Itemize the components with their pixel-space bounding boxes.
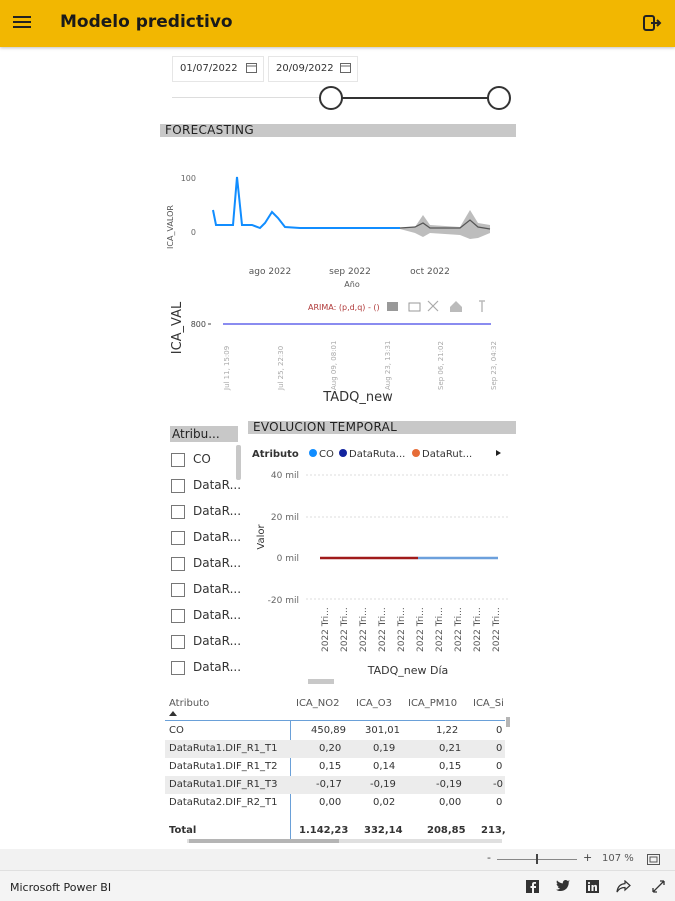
evo-x-tick: 2022 Tri...: [454, 607, 464, 652]
arima-x-tick: Aug 09, 08:01: [330, 340, 338, 390]
table-row[interactable]: DataRuta1.DIF_R1_T2 0,15 0,14 0,15 0: [169, 761, 503, 772]
header-divider: [165, 720, 505, 721]
evolucion-section-header: EVOLUCION TEMPORAL: [248, 421, 516, 434]
footer: [0, 870, 675, 901]
evo-legend-item: DataRut...: [422, 449, 473, 460]
evo-x-tick: 2022 Tri...: [492, 607, 502, 652]
table-row[interactable]: DataRuta1.DIF_R1_T3 -0,17 -0,19 -0,19 -0: [165, 776, 505, 794]
date-slider-end-handle[interactable]: [487, 86, 511, 110]
autoscale-icon[interactable]: [428, 301, 438, 311]
forecast-series-line: [213, 177, 400, 228]
checkbox[interactable]: [171, 505, 185, 519]
table-row[interactable]: DataRuta1.DIF_R1_T1 0,20 0,19 0,21 0: [165, 740, 505, 758]
legend-marker: [339, 449, 347, 457]
attribute-slicer-header: Atribu...: [170, 426, 238, 442]
evo-x-axis-title: TADQ_new Día: [367, 664, 449, 677]
evo-y-tick: 0 mil: [276, 554, 299, 564]
facebook-icon[interactable]: [526, 880, 539, 893]
checkbox[interactable]: [171, 609, 185, 623]
table-scroll-thumb[interactable]: [189, 839, 339, 843]
evo-x-tick: 2022 Tri...: [435, 607, 445, 652]
checkbox[interactable]: [171, 479, 185, 493]
exit-icon[interactable]: [642, 13, 662, 33]
start-date-input[interactable]: 01/07/2022: [172, 56, 264, 82]
forecast-y-tick: 100: [180, 174, 196, 183]
app-header: [0, 0, 675, 47]
evo-x-tick: 2022 Tri...: [473, 607, 483, 652]
evo-x-tick: 2022 Tri...: [397, 607, 407, 652]
forecast-x-tick: oct 2022: [410, 267, 450, 277]
legend-marker: [309, 449, 317, 457]
sort-ascending-icon[interactable]: [169, 711, 177, 717]
fullscreen-icon[interactable]: [652, 880, 665, 893]
evolucion-chart[interactable]: [248, 442, 513, 687]
arima-x-tick: Jul 25, 22:30: [277, 345, 285, 390]
zoom-level: 107 %: [602, 853, 634, 864]
table-row[interactable]: DataRuta2.DIF_R2_T1 0,00 0,02 0,00 0: [169, 797, 503, 808]
zoom-slider-handle[interactable]: [536, 854, 538, 864]
share-icon[interactable]: [616, 880, 631, 893]
column-header[interactable]: ICA_NO2: [296, 698, 340, 709]
forecast-x-tick: ago 2022: [248, 267, 292, 277]
zoom-in-button[interactable]: +: [583, 851, 593, 864]
evo-x-tick: 2022 Tri...: [416, 607, 426, 652]
end-date-input[interactable]: 20/09/2022: [268, 56, 358, 82]
arima-x-tick: Sep 23, 04:32: [490, 341, 498, 390]
evo-legend-title: Atributo: [252, 449, 299, 460]
evo-legend-item: DataRuta...: [349, 449, 406, 460]
forecast-x-axis-title: Año: [344, 280, 360, 289]
checkbox[interactable]: [171, 583, 185, 597]
checkbox[interactable]: [171, 635, 185, 649]
arima-legend-label: ARIMA: (p,d,q) - (): [308, 303, 380, 312]
forecast-confidence-band: [400, 210, 490, 239]
forecasting-section-header: FORECASTING: [160, 124, 516, 137]
column-header[interactable]: ICA_O3: [356, 698, 393, 709]
hamburger-menu-icon[interactable]: [13, 14, 31, 32]
evo-x-tick: 2022 Tri...: [359, 607, 369, 652]
camera-icon[interactable]: [387, 302, 398, 311]
evo-x-tick: 2022 Tri...: [321, 607, 331, 652]
evo-y-tick: 20 mil: [270, 513, 299, 523]
evo-y-axis-title: Valor: [256, 524, 267, 550]
evo-y-tick: -20 mil: [267, 596, 299, 606]
zoom-box-icon[interactable]: [409, 303, 420, 311]
evo-x-tick: 2022 Tri...: [340, 607, 350, 652]
evo-y-tick: 40 mil: [270, 471, 299, 481]
arima-y-tick: 800: [190, 320, 206, 329]
legend-next-arrow-icon[interactable]: [496, 450, 501, 456]
evo-legend-item: CO: [319, 449, 334, 460]
table-horizontal-scrollbar[interactable]: [187, 839, 502, 843]
column-header[interactable]: ICA_PM10: [408, 698, 458, 709]
date-slider-start-handle[interactable]: [319, 86, 343, 110]
table-vertical-scrollbar[interactable]: [506, 717, 510, 727]
forecasting-chart[interactable]: [160, 165, 500, 295]
calendar-icon[interactable]: [340, 62, 351, 73]
table-row[interactable]: CO 450,89 301,01 1,22 0: [169, 725, 503, 736]
evo-horizontal-scrollbar[interactable]: [308, 679, 334, 684]
fit-to-page-icon[interactable]: [647, 854, 660, 865]
twitter-icon[interactable]: [556, 880, 570, 892]
table-header-row: [165, 695, 505, 713]
zoom-out-button[interactable]: -: [487, 851, 491, 864]
date-slider-range: [330, 97, 498, 99]
legend-marker: [412, 449, 420, 457]
checkbox[interactable]: [171, 531, 185, 545]
column-header[interactable]: ICA_Si: [473, 698, 504, 709]
arima-x-tick: Sep 06, 21:02: [437, 341, 445, 390]
table-total-row: Total 1.142,23 332,14 208,85 213,: [169, 825, 506, 836]
checkbox[interactable]: [171, 661, 185, 675]
data-table: [165, 693, 510, 843]
arima-x-axis-title: TADQ_new: [323, 390, 393, 405]
page-title: Modelo predictivo: [60, 12, 233, 32]
forecast-y-tick: 0: [190, 228, 196, 237]
forecast-x-tick: sep 2022: [329, 267, 371, 277]
arima-chart[interactable]: [163, 295, 498, 410]
spike-lines-icon[interactable]: [479, 301, 485, 312]
arima-y-axis-title: ICA_VAL: [170, 301, 185, 355]
brand-label: Microsoft Power BI: [10, 881, 112, 894]
forecast-y-axis-title: ICA_VALOR: [166, 205, 175, 249]
arima-x-tick: Aug 23, 13:31: [384, 340, 392, 390]
checkbox[interactable]: [171, 453, 185, 467]
arima-x-tick: Jul 11, 15:09: [223, 345, 231, 390]
evo-x-tick: 2022 Tri...: [378, 607, 388, 652]
checkbox[interactable]: [171, 557, 185, 571]
home-icon[interactable]: [450, 301, 462, 312]
slicer-scrollbar[interactable]: [236, 445, 241, 480]
linkedin-icon[interactable]: [586, 880, 599, 893]
zoom-bar: [0, 849, 675, 870]
calendar-icon[interactable]: [246, 62, 257, 73]
column-header[interactable]: Atributo: [169, 698, 210, 709]
